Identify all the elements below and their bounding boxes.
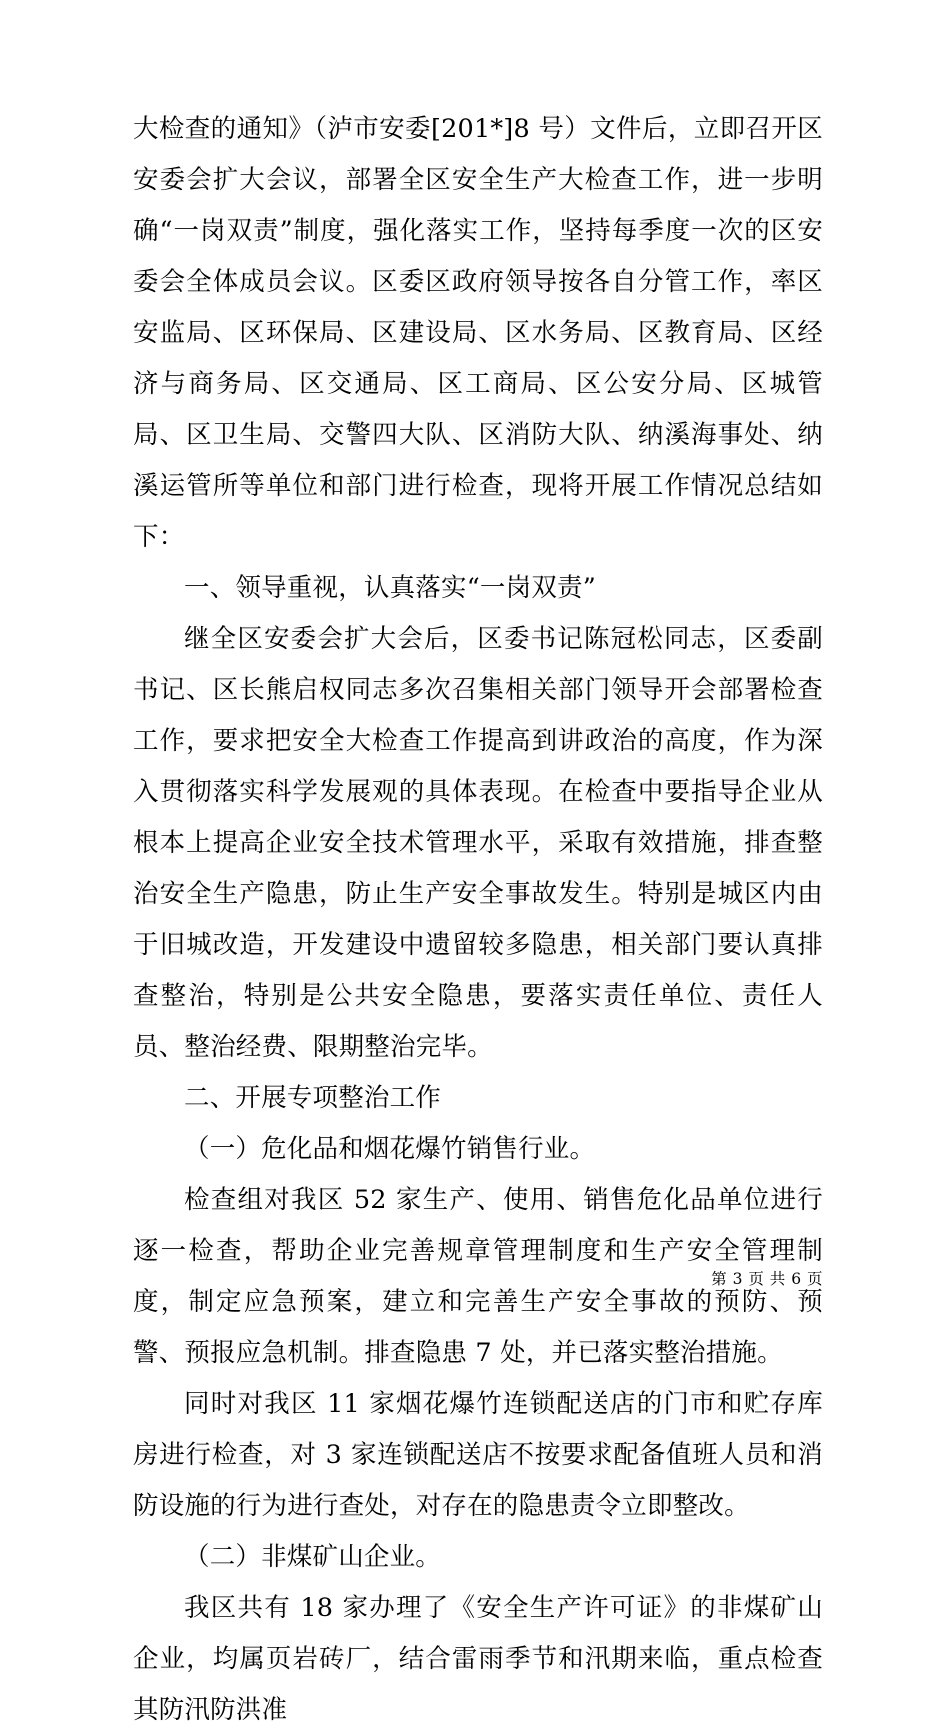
paragraph: 我区共有 18 家办理了《安全生产许可证》的非煤矿山企业，均属页岩砖厂，结合雷雨季节和汛期来临，重点检查其防汛防洪准	[133, 1593, 823, 1725]
paragraph: 大检查的通知》（泸市安委[201*]8 号）文件后，立即召开区安委会扩大会议，部署全区安全生产大检查工作，进一步明确“一岗双责”制度，强化落实工作，坚持每季度一次的区安委会全体成员会议。区委区政府领导按各自分管工作，率区安监局、区环保局、区建设局、区水务局、区教育局、区经济与商务局、区交通局、区工商局、区公安分局、区城管局、区卫生局、交警四大队、区消防大队、纳溪海事处、纳溪运管所等单位和部门进行检查，现将开展工作情况总结如下：	[133, 114, 823, 552]
paragraph: 继全区安委会扩大会后，区委书记陈冠松同志，区委副书记、区长熊启权同志多次召集相关部门领导开会部署检查工作，要求把安全大检查工作提高到讲政治的高度，作为深入贯彻落实科学发展观的具体表现。在检查中要指导企业从根本上提高企业安全技术管理水平，采取有效措施，排查整治安全生产隐患，防止生产安全事故发生。特别是城区内由于旧城改造，开发建设中遗留较多隐患，相关部门要认真排查整治，特别是公共安全隐患，要落实责任单位、责任人员、整治经费、限期整治完毕。	[133, 624, 823, 1062]
paragraph: （一）危化品和烟花爆竹销售行业。	[184, 1134, 596, 1164]
paragraph: （二）非煤矿山企业。	[184, 1542, 442, 1572]
page-number-footer: 第 3 页 共 6 页	[711, 1270, 823, 1288]
document-body	[133, 104, 823, 1736]
paragraph: 同时对我区 11 家烟花爆竹连锁配送店的门市和贮存库房进行检查，对 3 家连锁配送店不按要求配备值班人员和消防设施的行为进行查处，对存在的隐患责令立即整改。	[133, 1389, 823, 1521]
paragraph: 检查组对我区 52 家生产、使用、销售危化品单位进行逐一检查，帮助企业完善规章管理制度和生产安全管理制度，制定应急预案，建立和完善生产安全事故的预防、预警、预报应急机制。排查隐患 7 处，并已落实整治措施。	[133, 1185, 823, 1368]
paragraph: 一、领导重视，认真落实“一岗双责”	[184, 573, 596, 603]
paragraph: 二、开展专项整治工作	[184, 1083, 442, 1113]
